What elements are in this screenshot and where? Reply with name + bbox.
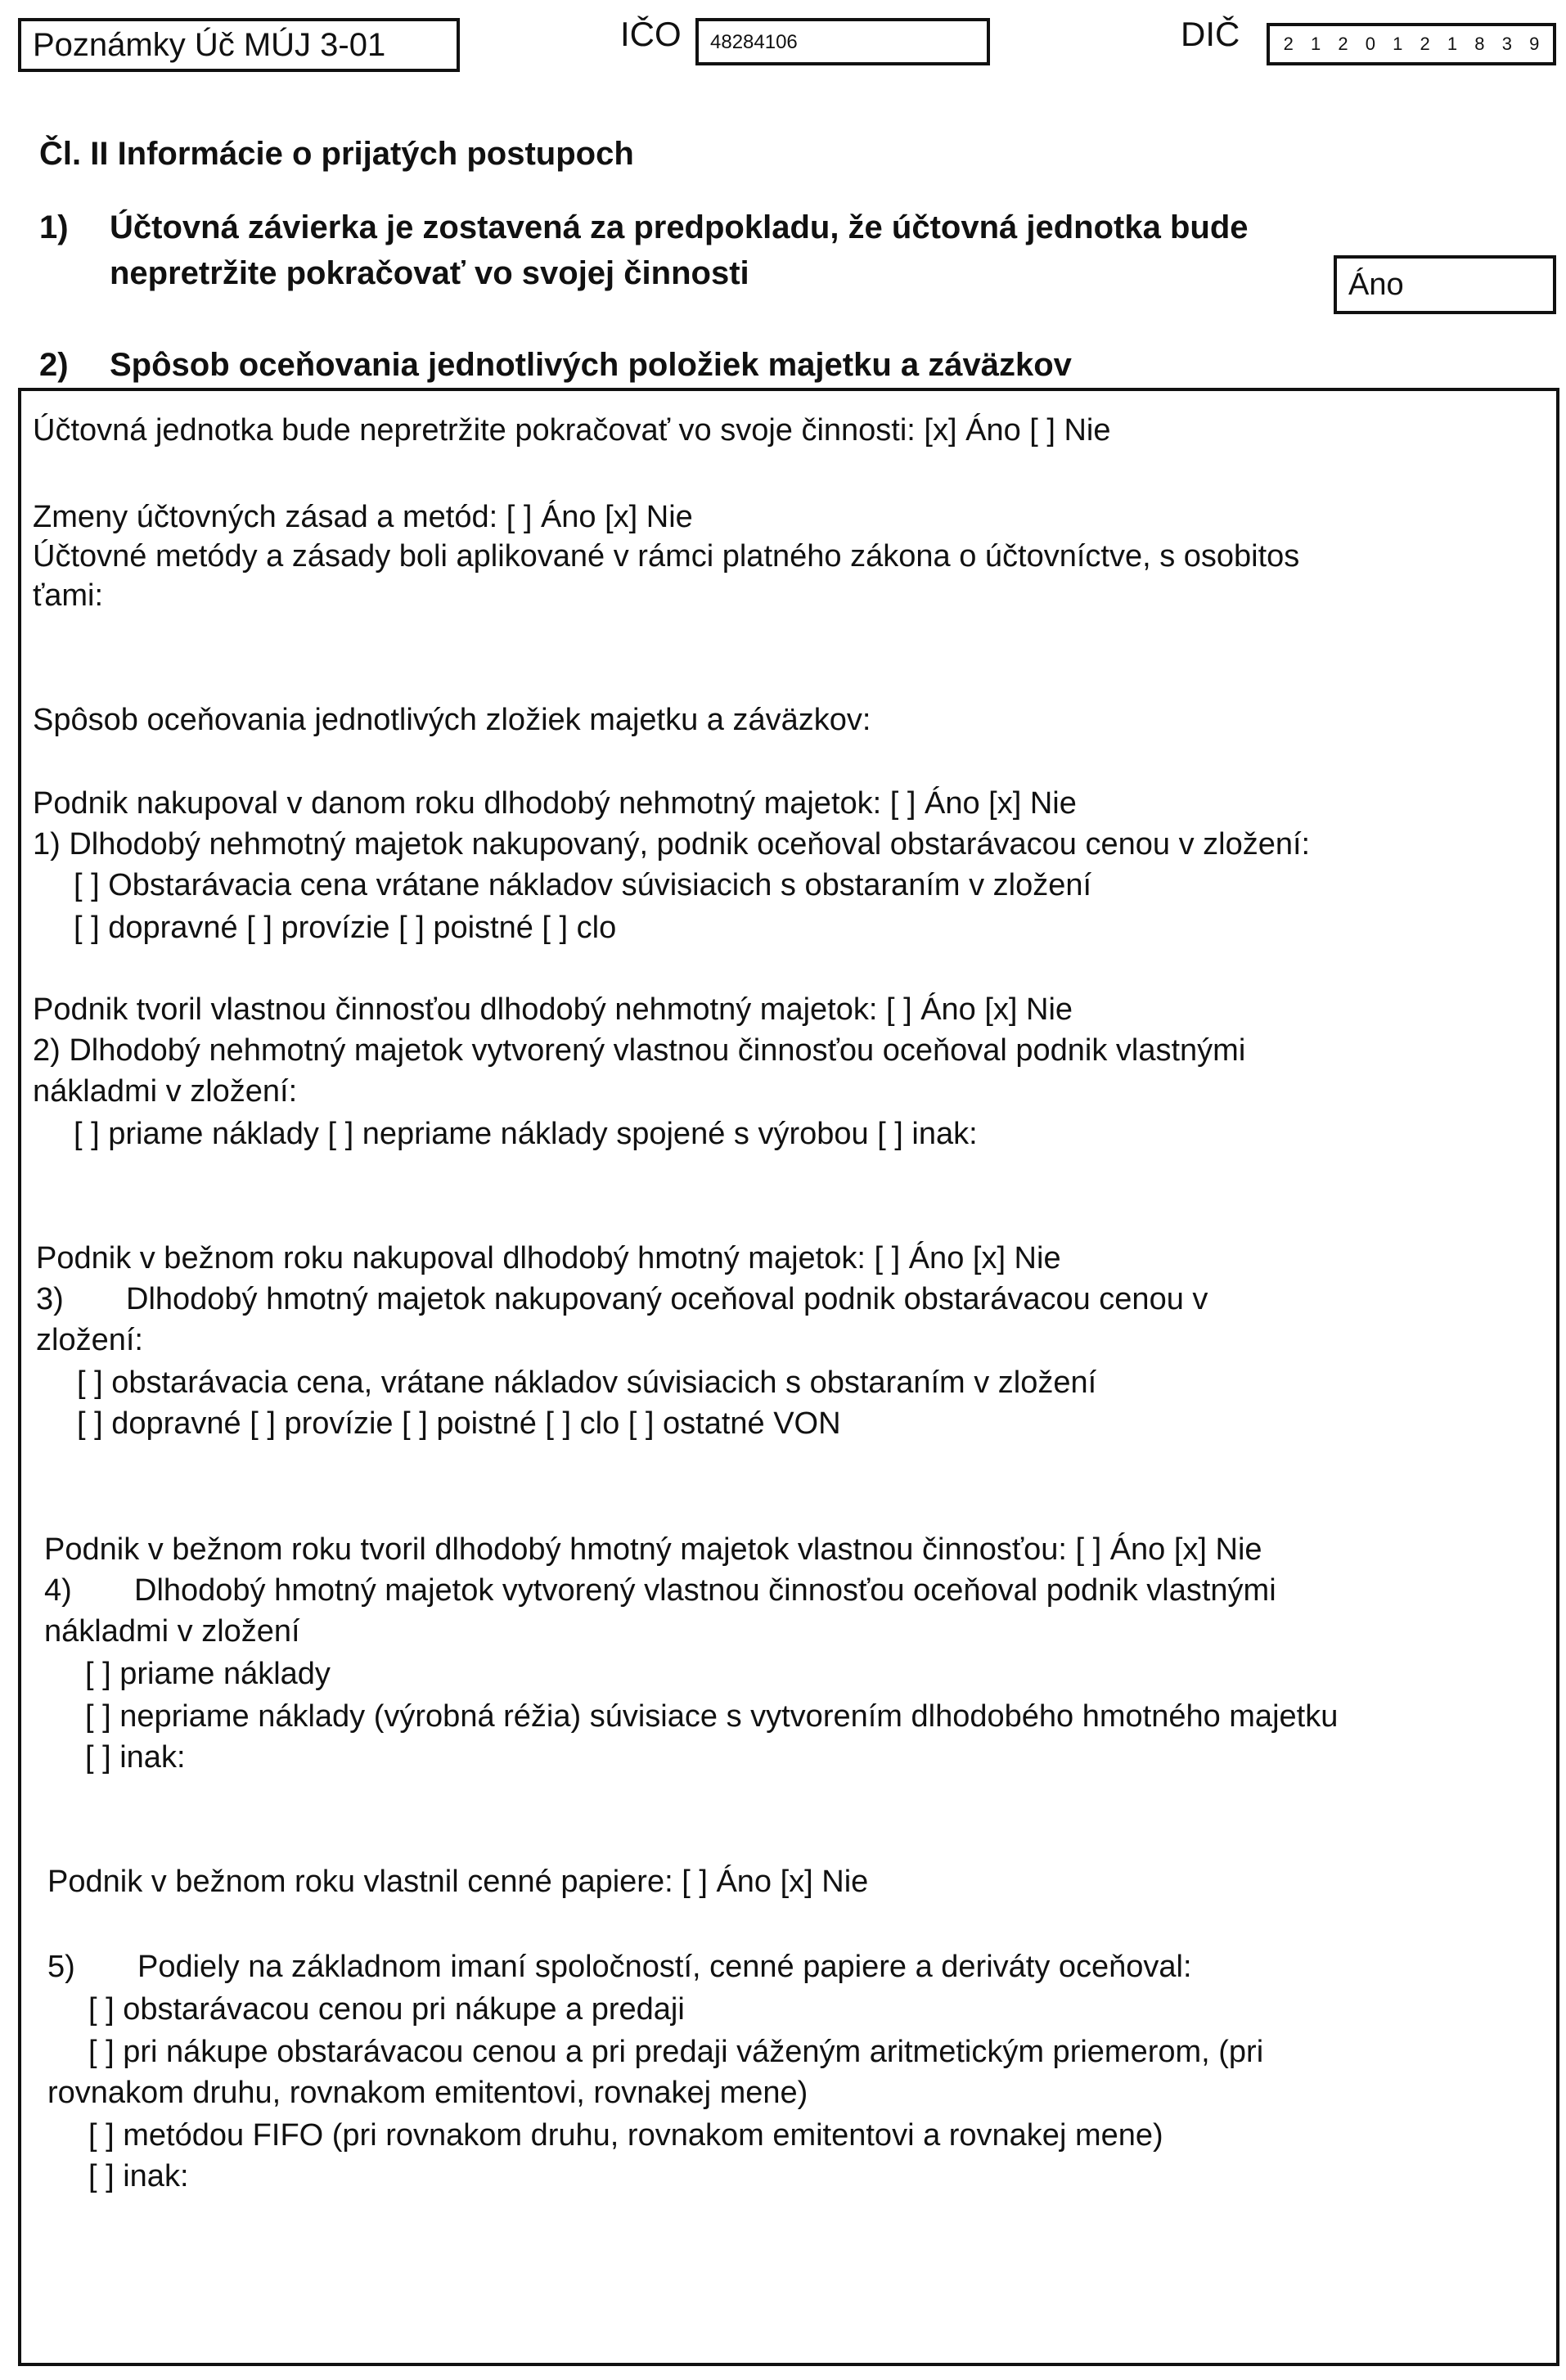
checkbox-line: [ ] obstarávacou cenou pri nákupe a predaji	[88, 1992, 685, 2027]
dic-digit: 8	[1474, 34, 1485, 54]
checkbox-line: [ ] priame náklady	[85, 1657, 331, 1691]
dic-digit: 2	[1420, 34, 1430, 54]
item-2-heading	[39, 342, 1072, 388]
checkbox-line: [ ] obstarávacia cena, vrátane nákladov súvisiacich s obstaraním v zložení	[77, 1365, 1097, 1400]
dic-field	[1267, 23, 1556, 65]
item-number: 4)	[44, 1573, 72, 1608]
policy-changes-line: Zmeny účtovných zásad a metód: [ ] Áno [x] Nie	[33, 500, 693, 534]
securities-question: Podnik v bežnom roku vlastnil cenné papiere: [ ] Áno [x] Nie	[47, 1865, 869, 1899]
checkbox-line: [ ] priame náklady [ ] nepriame náklady spojené s výrobou [ ] inak:	[74, 1117, 978, 1151]
dic-label: DIČ	[1181, 15, 1240, 53]
form-title: Poznámky Úč MÚJ 3-01	[33, 27, 386, 63]
dic-digit: 2	[1283, 34, 1294, 54]
dic-digit: 9	[1529, 34, 1540, 54]
item-1-answer: Áno	[1348, 268, 1404, 302]
dic-digit: 2	[1338, 34, 1348, 54]
ico-label: IČO	[620, 15, 682, 53]
item-number: 3)	[36, 1282, 64, 1316]
intangible-own-item: 2) Dlhodobý nehmotný majetok vytvorený vlastnou činnosťou oceňoval podnik vlastnými	[33, 1033, 1246, 1068]
checkbox-line: [ ] dopravné [ ] provízie [ ] poistné [ ] clo	[74, 911, 617, 945]
checkbox-line: [ ] metódou FIFO (pri rovnakom druhu, rovnakom emitentovi a rovnakej mene)	[88, 2118, 1163, 2153]
checkbox-line: [ ] pri nákupe obstarávacou cenou a pri predaji váženým aritmetickým priemerom, (pri	[88, 2035, 1264, 2069]
tangible-purchased-question: Podnik v bežnom roku nakupoval dlhodobý hmotný majetok: [ ] Áno [x] Nie	[36, 1241, 1061, 1275]
intangible-purchased-question: Podnik nakupoval v danom roku dlhodobý nehmotný majetok: [ ] Áno [x] Nie	[33, 786, 1077, 821]
checkbox-line: [ ] dopravné [ ] provízie [ ] poistné [ ] clo [ ] ostatné VON	[77, 1406, 841, 1441]
methods-line: Účtovné metódy a zásady boli aplikované v rámci platného zákona o účtovníctve, s osobitos	[33, 539, 1300, 574]
checkbox-line: [ ] inak:	[85, 1740, 186, 1775]
checkbox-line: [ ] Obstarávacia cena vrátane nákladov súvisiacich s obstaraním v zložení	[74, 868, 1092, 902]
item-text: Podiely na základnom imaní spoločností, cenné papiere a deriváty oceňoval:	[137, 1950, 1192, 1984]
intangible-own-question: Podnik tvoril vlastnou činnosťou dlhodobý nehmotný majetok: [ ] Áno [x] Nie	[33, 992, 1073, 1027]
form-title-box	[18, 18, 460, 72]
securities-item	[47, 1946, 1192, 1988]
item-1-text-line1: Účtovná závierka je zostavená za predpokladu, že účtovná jednotka bude	[110, 209, 1249, 245]
dic-digit: 1	[1310, 34, 1321, 54]
checkbox-line: [ ] nepriame náklady (výrobná réžia) súvisiace s vytvorením dlhodobého hmotného majetku	[85, 1699, 1339, 1734]
ico-field	[695, 18, 990, 65]
item-1-number: 1)	[39, 209, 69, 245]
tangible-own-question: Podnik v bežnom roku tvoril dlhodobý hmotný majetok vlastnou činnosťou: [ ] Áno [x] Nie	[44, 1532, 1262, 1567]
dic-digit: 1	[1393, 34, 1403, 54]
dic-digit: 1	[1447, 34, 1458, 54]
content-box	[18, 388, 1559, 2366]
item-2-title: Spôsob oceňovania jednotlivých položiek majetku a záväzkov	[110, 347, 1072, 383]
tangible-purchased-item-cont: zložení:	[36, 1323, 143, 1357]
ico-value: 48284106	[710, 31, 798, 53]
dic-digit: 0	[1365, 34, 1375, 54]
valuation-heading: Spôsob oceňovania jednotlivých zložiek majetku a záväzkov:	[33, 703, 871, 737]
item-1-text-line2: nepretržite pokračovať vo svojej činnosti	[110, 255, 749, 291]
item-1-question	[39, 205, 1381, 296]
item-2-number: 2)	[39, 347, 69, 383]
tangible-purchased-item	[36, 1278, 1208, 1320]
checkbox-line: [ ] inak:	[88, 2159, 189, 2193]
going-concern-line: Účtovná jednotka bude nepretržite pokračovať vo svoje činnosti: [x] Áno [ ] Nie	[33, 413, 1111, 448]
item-number: 5)	[47, 1950, 75, 1984]
checkbox-line-cont: rovnakom druhu, rovnakom emitentovi, rovnakej mene)	[47, 2076, 808, 2110]
tangible-own-item	[44, 1569, 1276, 1612]
section-title: Čl. II Informácie o prijatých postupoch	[39, 136, 634, 172]
dic-digit: 3	[1501, 34, 1512, 54]
item-text: Dlhodobý hmotný majetok vytvorený vlastnou činnosťou oceňoval podnik vlastnými	[134, 1573, 1276, 1608]
intangible-own-item-cont: nákladmi v zložení:	[33, 1074, 298, 1109]
methods-line-cont: ťami:	[33, 578, 104, 613]
intangible-purchased-item: 1) Dlhodobý nehmotný majetok nakupovaný, podnik oceňoval obstarávacou cenou v zložení:	[33, 827, 1311, 862]
item-1-answer-field	[1334, 255, 1556, 314]
item-text: Dlhodobý hmotný majetok nakupovaný oceňoval podnik obstarávacou cenou v	[126, 1282, 1208, 1316]
tangible-own-item-cont: nákladmi v zložení	[44, 1614, 300, 1649]
